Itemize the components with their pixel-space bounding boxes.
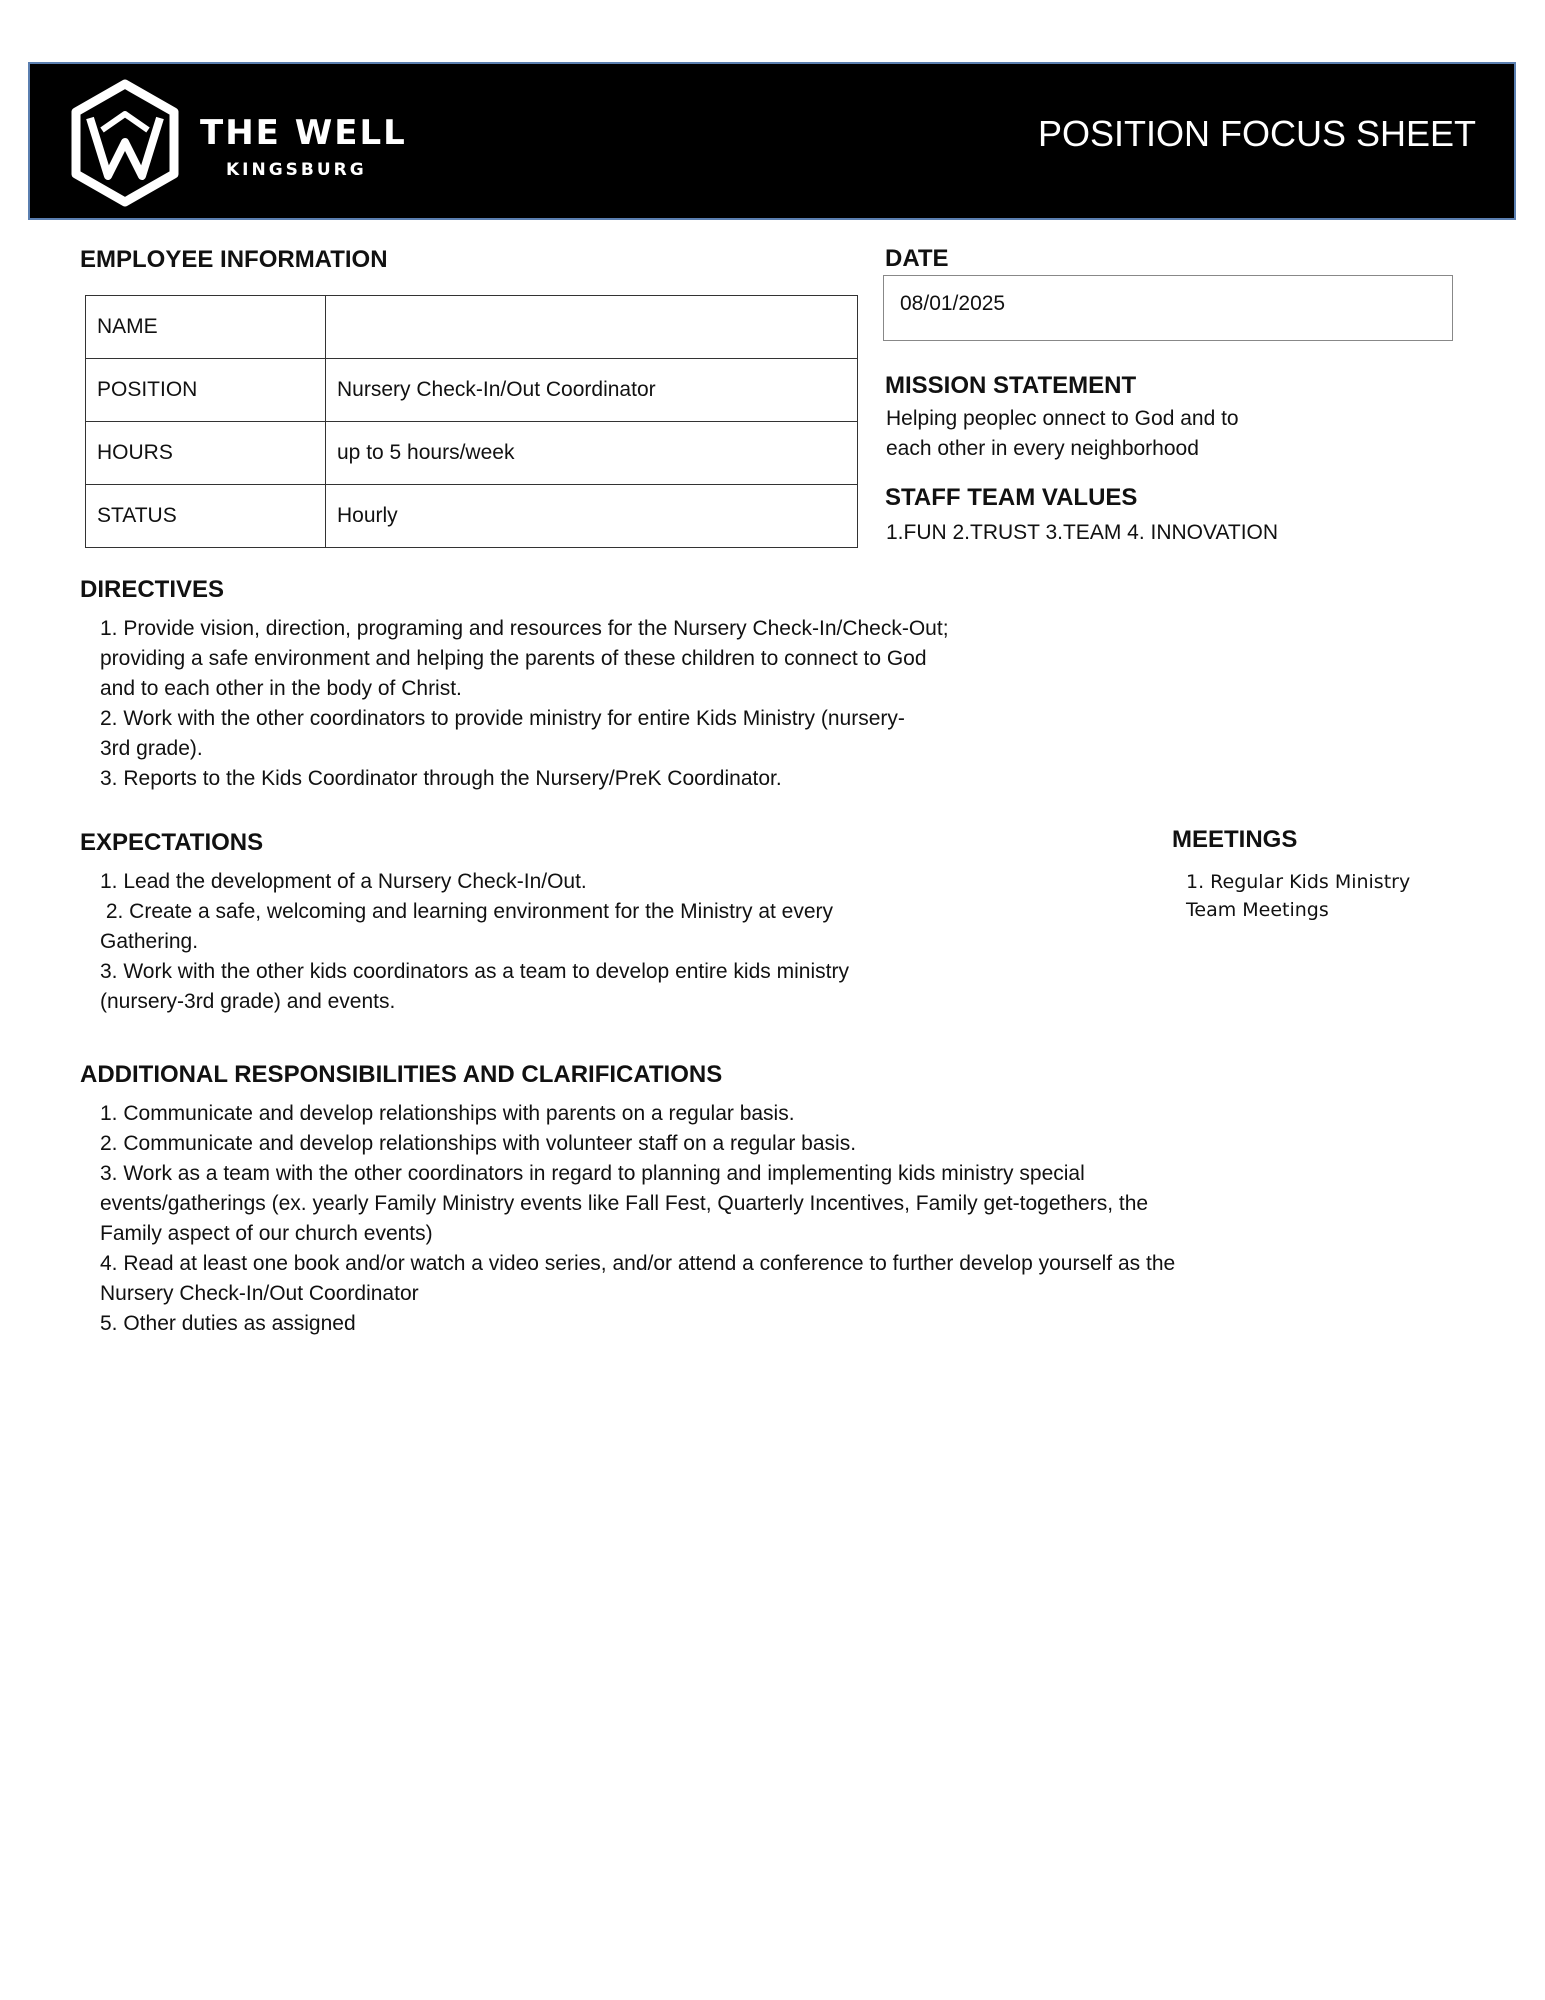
list-item: 5. Other duties as assigned [100, 1312, 356, 1335]
status-value[interactable]: Hourly [326, 485, 858, 548]
employee-info-heading: EMPLOYEE INFORMATION [80, 246, 388, 273]
list-item: 1. Lead the development of a Nursery Check-In/Out. [100, 870, 587, 893]
list-item: 4. Read at least one book and/or watch a video series, and/or attend a conference to further develop yourself as the [100, 1252, 1176, 1275]
values-heading: STAFF TEAM VALUES [885, 484, 1138, 511]
mission-line-2: each other in every neighborhood [886, 437, 1199, 460]
expectations-list [100, 867, 849, 1017]
expectations-heading: EXPECTATIONS [80, 829, 264, 856]
list-item: 3rd grade). [100, 737, 203, 760]
table-row [86, 359, 858, 422]
list-item: Family aspect of our church events) [100, 1222, 433, 1245]
list-item: 2. Create a safe, welcoming and learning environment for the Ministry at every [100, 900, 834, 923]
list-item: 1. Communicate and develop relationships with parents on a regular basis. [100, 1102, 795, 1125]
list-item: Nursery Check-In/Out Coordinator [100, 1282, 419, 1305]
list-item: and to each other in the body of Christ. [100, 677, 462, 700]
directives-list [100, 614, 949, 794]
hours-value[interactable]: up to 5 hours/week [326, 422, 858, 485]
list-item: 1. Provide vision, direction, programing and resources for the Nursery Check-In/Check-Out; [100, 617, 949, 640]
meetings-text [1186, 868, 1466, 924]
list-item: providing a safe environment and helping the parents of these children to connect to God [100, 647, 927, 670]
table-row [86, 296, 858, 359]
date-field[interactable]: 08/01/2025 [883, 275, 1453, 341]
list-item: 2. Communicate and develop relationships with volunteer staff on a regular basis. [100, 1132, 857, 1155]
values-text: 1.FUN 2.TRUST 3.TEAM 4. INNOVATION [886, 521, 1279, 544]
list-item: (nursery-3rd grade) and events. [100, 990, 396, 1013]
directives-heading: DIRECTIVES [80, 576, 225, 603]
brand-name: THE WELL [200, 113, 407, 153]
meetings-line-1: 1. Regular Kids Ministry [1186, 871, 1411, 893]
list-item: 3. Work as a team with the other coordinators in regard to planning and implementing kids ministry special [100, 1162, 1085, 1185]
hexagon-w-logo-icon [66, 78, 184, 208]
mission-heading: MISSION STATEMENT [885, 372, 1137, 399]
document-title: POSITION FOCUS SHEET [1037, 113, 1476, 154]
list-item: 2. Work with the other coordinators to provide ministry for entire Kids Ministry (nursery- [100, 707, 905, 730]
list-item: Gathering. [100, 930, 199, 953]
position-label: POSITION [86, 359, 326, 422]
brand-location: KINGSBURG [226, 160, 367, 180]
mission-line-1: Helping peoplec onnect to God and to [886, 407, 1239, 430]
name-value[interactable] [326, 296, 858, 359]
employee-info-table [85, 295, 858, 548]
list-item: 3. Reports to the Kids Coordinator through the Nursery/PreK Coordinator. [100, 767, 782, 790]
table-row [86, 485, 858, 548]
list-item: 3. Work with the other kids coordinators as a team to develop entire kids ministry [100, 960, 849, 983]
meetings-line-2: Team Meetings [1186, 899, 1329, 921]
date-heading: DATE [885, 245, 949, 272]
hours-label: HOURS [86, 422, 326, 485]
additional-heading: ADDITIONAL RESPONSIBILITIES AND CLARIFICATIONS [80, 1061, 723, 1088]
position-value[interactable]: Nursery Check-In/Out Coordinator [326, 359, 858, 422]
meetings-heading: MEETINGS [1172, 826, 1298, 853]
list-item: events/gatherings (ex. yearly Family Ministry events like Fall Fest, Quarterly Incentives, Family get-togethers, the [100, 1192, 1149, 1215]
status-label: STATUS [86, 485, 326, 548]
table-row [86, 422, 858, 485]
header-banner [28, 62, 1516, 220]
additional-list [100, 1099, 1175, 1339]
name-label: NAME [86, 296, 326, 359]
